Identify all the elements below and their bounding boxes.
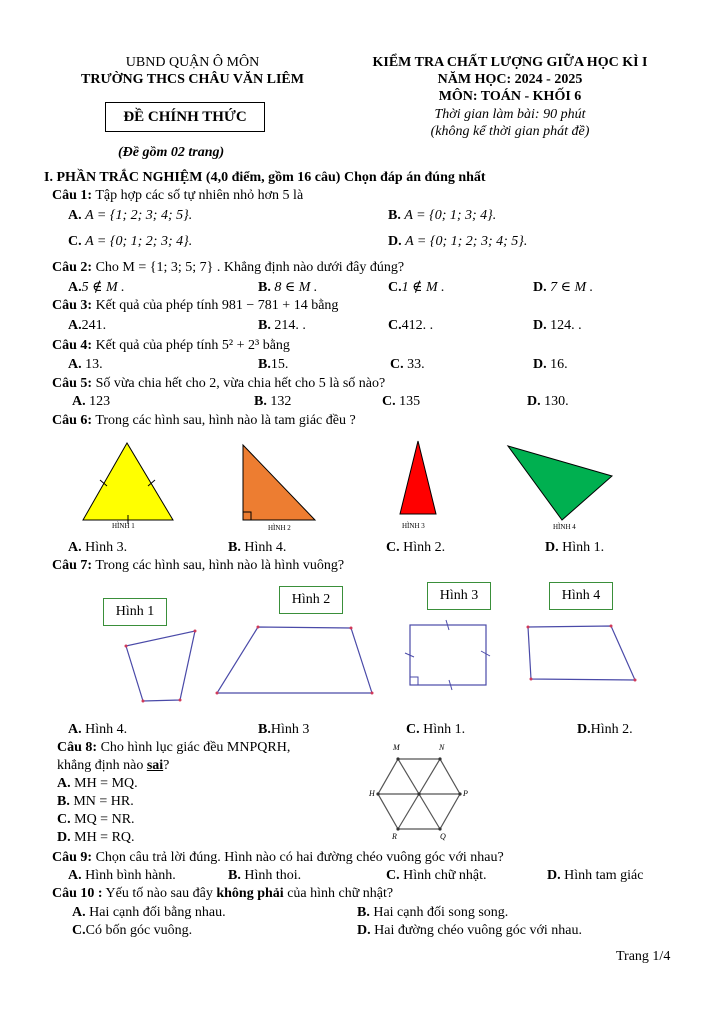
option-letter: A.: [72, 905, 86, 920]
q10-option-d: [357, 922, 582, 939]
option-letter: C.: [388, 280, 402, 295]
option-letter: D.: [533, 318, 547, 333]
question-text: Tập hợp các số tự nhiên nhỏ hơn 5 là: [95, 188, 304, 203]
option-text: Hình chữ nhật.: [403, 868, 487, 883]
option-text: Hai cạnh đối bằng nhau.: [89, 905, 226, 920]
question-text: Chọn câu trả lời đúng. Hình nào có hai đường chéo vuông góc với nhau?: [95, 850, 504, 865]
option-text: MQ = NR.: [74, 812, 135, 827]
option-letter: A.: [57, 776, 71, 791]
option-letter: D.: [577, 722, 591, 737]
question-text: Yếu tố nào sau đây: [105, 886, 217, 901]
option-letter: B.: [254, 394, 267, 409]
option-text: 8 ∈ M .: [274, 280, 318, 295]
q10-option-b: [357, 904, 508, 921]
option-text: 132: [270, 394, 292, 409]
fig-label-1: HÌNH 1: [112, 522, 135, 530]
quad-label-2: Hình 2: [279, 586, 343, 614]
option-text: A = {0; 1; 3; 4}.: [404, 208, 497, 223]
option-text: 123: [89, 394, 111, 409]
option-letter: B.: [228, 540, 241, 555]
question-text: Kết quả của phép tính 5² + 2³ bằng: [95, 338, 290, 353]
option-letter: D.: [545, 540, 559, 555]
option-text: Hình 4.: [244, 540, 287, 555]
option-letter: D.: [533, 280, 547, 295]
question-text: Trong các hình sau, hình nào là hình vuông?: [95, 558, 345, 573]
option-letter: A.: [68, 540, 82, 555]
district-name: UBND QUẬN Ô MÔN: [125, 55, 260, 70]
option-letter: A.: [68, 357, 82, 372]
option-letter: B.: [258, 318, 271, 333]
q9-option-a: [68, 867, 176, 884]
question-label: Câu 10 :: [52, 886, 103, 901]
exam-time: Thời gian làm bài: 90 phút: [434, 107, 586, 122]
option-text: A = {0; 1; 2; 3; 4}.: [85, 234, 193, 249]
emphasis-word: sai: [146, 758, 164, 773]
question-label: Câu 5:: [52, 376, 93, 391]
question-label: Câu 3:: [52, 298, 93, 313]
vertex-label-r: R: [392, 832, 397, 841]
question-10: [52, 885, 393, 902]
option-letter: B.: [228, 868, 241, 883]
option-letter: C.: [72, 923, 86, 938]
option-text: Hình 3: [270, 722, 310, 737]
exam-time-note: (không kể thời gian phát đề): [430, 124, 590, 139]
question-text: Trong các hình sau, hình nào là tam giác đều ?: [95, 413, 356, 428]
option-text: Hình tam giác: [564, 868, 644, 883]
vertex-label-m: M: [393, 743, 400, 752]
option-text: Hình 3.: [85, 540, 128, 555]
option-letter: D.: [527, 394, 541, 409]
option-text: 412. .: [401, 318, 434, 333]
question-label: Câu 4:: [52, 338, 93, 353]
fig-label-2: HÌNH 2: [268, 524, 291, 532]
vertex-label-n: N: [439, 743, 445, 752]
option-text: MH = RQ.: [74, 830, 135, 845]
question-text: Cho hình lục giác đều MNPQRH,: [100, 740, 291, 755]
option-text: A = {1; 2; 3; 4; 5}.: [85, 208, 193, 223]
question-text-end: của hình chữ nhật?: [283, 886, 394, 901]
option-text: 135: [399, 394, 421, 409]
q9-option-c: [386, 867, 487, 884]
q9-option-d: [547, 867, 643, 884]
question-label: Câu 8:: [57, 740, 98, 755]
fig-label-4: HÌNH 4: [553, 523, 576, 531]
option-letter: C.: [406, 722, 420, 737]
question-label: Câu 6:: [52, 413, 93, 428]
q9-option-b: [228, 867, 301, 884]
option-letter: C.: [57, 812, 71, 827]
option-text: 241.: [81, 318, 107, 333]
vertex-label-p: P: [463, 789, 468, 798]
option-letter: D.: [533, 357, 547, 372]
school-name: TRƯỜNG THCS CHÂU VĂN LIÊM: [81, 72, 304, 87]
official-badge: ĐỀ CHÍNH THỨC: [105, 102, 265, 132]
option-letter: C.: [68, 234, 82, 249]
option-text: 1 ∉ M .: [401, 280, 445, 295]
option-letter: D.: [357, 923, 371, 938]
option-letter: C.: [382, 394, 396, 409]
vertex-label-h: H: [369, 789, 375, 798]
option-letter: B.: [258, 722, 271, 737]
exam-title: KIỂM TRA CHẤT LƯỢNG GIỮA HỌC KÌ I: [372, 55, 648, 70]
option-letter: B.: [388, 208, 401, 223]
quad-label-4: Hình 4: [549, 582, 613, 610]
option-letter: A.: [68, 318, 82, 333]
vertex-label-q: Q: [440, 832, 446, 841]
option-text: Hình 1.: [562, 540, 605, 555]
option-letter: A.: [68, 868, 82, 883]
q10-option-a: [72, 904, 226, 921]
q10-option-c: [72, 922, 192, 939]
option-text: Hình 2.: [403, 540, 446, 555]
question-label: Câu 7:: [52, 558, 93, 573]
option-letter: A.: [68, 722, 82, 737]
option-text: Hai cạnh đối song song.: [373, 905, 509, 920]
fig-label-3: HÌNH 3: [402, 522, 425, 530]
option-text: A = {0; 1; 2; 3; 4; 5}.: [405, 234, 528, 249]
option-letter: C.: [386, 540, 400, 555]
option-text: 15.: [270, 357, 289, 372]
option-text: 130.: [544, 394, 569, 409]
option-letter: B.: [258, 280, 271, 295]
option-text: Có bốn góc vuông.: [85, 923, 193, 938]
option-text: MN = HR.: [73, 794, 134, 809]
option-text: 13.: [85, 357, 103, 372]
question-text: khẳng định nào: [57, 758, 147, 773]
option-letter: A.: [68, 208, 82, 223]
option-text: MH = MQ.: [74, 776, 138, 791]
option-text: Hai đường chéo vuông góc với nhau.: [374, 923, 582, 938]
question-mark: ?: [163, 758, 170, 773]
option-letter: D.: [57, 830, 71, 845]
option-text: 214. .: [274, 318, 306, 333]
question-text: Kết quả của phép tính 981 − 781 + 14 bằng: [95, 298, 339, 313]
subject: MÔN: TOÁN - KHỐI 6: [438, 89, 582, 104]
option-letter: B.: [57, 794, 70, 809]
school-year: NĂM HỌC: 2024 - 2025: [437, 72, 583, 87]
option-text: Hình thoi.: [244, 868, 302, 883]
option-letter: D.: [547, 868, 561, 883]
option-text: 16.: [550, 357, 568, 372]
pages-note: (Đề gồm 02 trang): [118, 145, 225, 160]
option-letter: C.: [386, 868, 400, 883]
option-text: 124. .: [550, 318, 582, 333]
option-text: Hình 1.: [423, 722, 466, 737]
option-letter: B.: [357, 905, 370, 920]
quad-label-1: Hình 1: [103, 598, 167, 626]
option-letter: A.: [68, 280, 82, 295]
option-text: 33.: [407, 357, 425, 372]
section-heading: I. PHẦN TRẮC NGHIỆM (4,0 điểm, gồm 16 câu) Chọn đáp án đúng nhất: [44, 170, 486, 185]
question-label: Câu 2:: [52, 260, 93, 275]
option-letter: A.: [72, 394, 86, 409]
question-label: Câu 9:: [52, 850, 93, 865]
option-text: 5 ∉ M .: [81, 280, 125, 295]
option-text: Hình 4.: [85, 722, 128, 737]
option-letter: C.: [388, 318, 402, 333]
option-text: Hình bình hành.: [85, 868, 176, 883]
question-9: [52, 849, 504, 866]
page-number: Trang 1/4: [616, 949, 671, 964]
quad-label-3: Hình 3: [427, 582, 491, 610]
option-letter: B.: [258, 357, 271, 372]
option-text: 7 ∈ M .: [550, 280, 594, 295]
question-text: Số vừa chia hết cho 2, vừa chia hết cho 5 là số nào?: [95, 376, 386, 391]
option-letter: D.: [388, 234, 402, 249]
emphasis-word: không phải: [216, 886, 284, 901]
question-label: Câu 1:: [52, 188, 93, 203]
question-text: Cho M = {1; 3; 5; 7} . Khẳng định nào dưới đây đúng?: [95, 260, 405, 275]
option-letter: C.: [390, 357, 404, 372]
option-text: Hình 2.: [590, 722, 633, 737]
